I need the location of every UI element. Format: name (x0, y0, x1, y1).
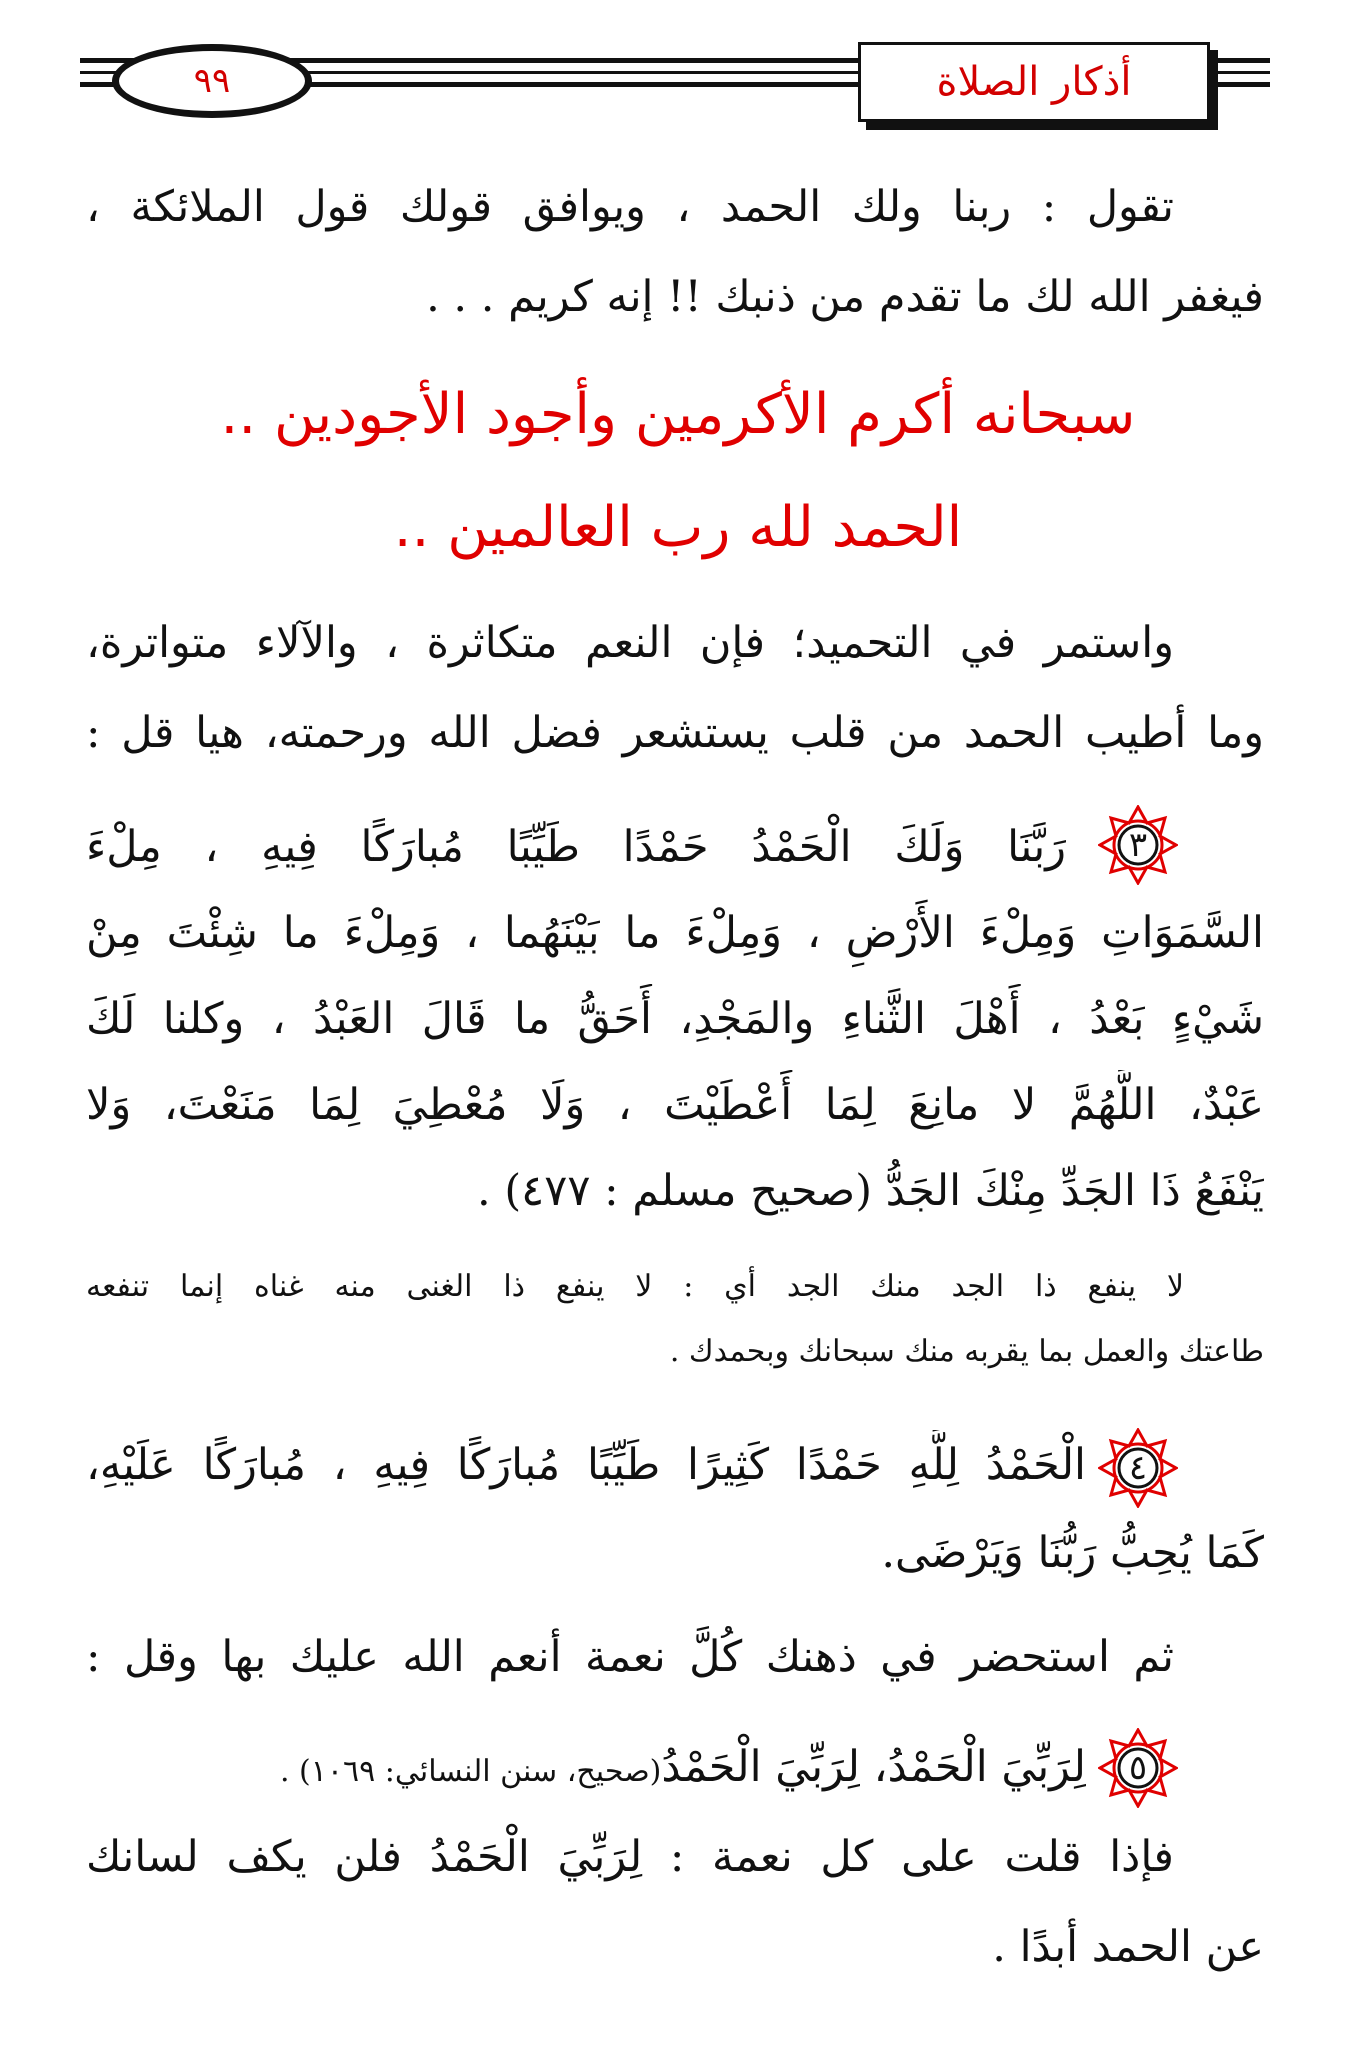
paragraph2-line-2: وما أطيب الحمد من قلب يستشعر فضل الله ورحمته، هيا قل : (86, 708, 1264, 758)
note-line-1: لا ينفع ذا الجد منك الجد أي : لا ينفع ذا الغنى منه غناه إنما تنفعه (86, 1269, 1185, 1304)
dhikr-number-badge-5 (1098, 1728, 1178, 1808)
paragraph2-line-1: واستمر في التحميد؛ فإن النعم متكاثرة ، والآلاء متواترة، (86, 618, 1174, 668)
red-heading-1: سبحانه أكرم الأكرمين وأجود الأجودين .. (220, 382, 1136, 447)
paragraph1-line-2: فيغفر الله لك ما تقدم من ذنبك !! إنه كريم . . . (426, 272, 1264, 322)
dhikr5-source: (صحيح، سنن النسائي: ١٠٦٩) . (279, 1754, 662, 1789)
dhikr5-text: لِرَبِّيَ الْحَمْدُ، لِرَبِّيَ الْحَمْدُ (661, 1742, 1086, 1792)
dhikr3-line-4: عَبْدٌ، اللَّهُمَّ لا مانِعَ لِمَا أَعْطَيْتَ ، وَلَا مُعْطِيَ لِمَا مَنَعْتَ، وَلا (86, 1080, 1264, 1130)
note-line-2: طاعتك والعمل بما يقربه منك سبحانك وبحمدك . (669, 1334, 1264, 1369)
dhikr3-line-5: يَنْفَعُ ذَا الجَدِّ مِنْكَ الجَدُّ (صحيح مسلم : ٤٧٧) . (477, 1166, 1264, 1216)
dhikr3-line-2: السَّمَوَاتِ وَمِلْءَ الأَرْضِ ، وَمِلْءَ ما بَيْنَهُما ، وَمِلْءَ ما شِئْتَ مِنْ (86, 908, 1264, 958)
dhikr-number-badge-3 (1098, 805, 1178, 885)
dhikr3-line-1: رَبَّنَا وَلَكَ الْحَمْدُ حَمْدًا طَيِّبًا مُبارَكًا فِيهِ ، مِلْءَ (86, 822, 1066, 872)
dhikr-number-badge-4 (1098, 1428, 1178, 1508)
dhikr4-line-2: كَمَا يُحِبُّ رَبُّنَا وَيَرْضَى. (881, 1528, 1264, 1578)
chapter-title-box (858, 42, 1210, 122)
paragraph1-line-1: تقول : ربنا ولك الحمد ، ويوافق قولك قول الملائكة ، (86, 182, 1174, 232)
dhikr-number: ٥ (1128, 1748, 1148, 1788)
red-heading-2: الحمد لله رب العالمين .. (393, 495, 963, 560)
page-number: ٩٩ (193, 61, 231, 101)
dhikr3-line-3: شَيْءٍ بَعْدُ ، أَهْلَ الثَّناءِ والمَجْدِ، أَحَقُّ ما قَالَ العَبْدُ ، وكلنا لَكَ (86, 994, 1264, 1044)
dhikr-number: ٤ (1128, 1448, 1148, 1488)
chapter-title: أذكار الصلاة (936, 59, 1132, 105)
page-number-badge (112, 44, 312, 118)
paragraph3: ثم استحضر في ذهنك كُلَّ نعمة أنعم الله عليك بها وقل : (86, 1632, 1174, 1682)
paragraph4-line-1: فإذا قلت على كل نعمة : لِرَبِّيَ الْحَمْدُ فلن يكف لسانك (86, 1832, 1174, 1882)
dhikr5-line (86, 1732, 1086, 1807)
dhikr-number: ٣ (1128, 825, 1148, 865)
paragraph4-line-2: عن الحمد أبدًا . (992, 1922, 1264, 1972)
dhikr4-line-1: الْحَمْدُ لِلَّهِ حَمْدًا كَثِيرًا طَيِّبًا مُبارَكًا فِيهِ ، مُبارَكًا عَلَيْهِ، (86, 1440, 1086, 1490)
